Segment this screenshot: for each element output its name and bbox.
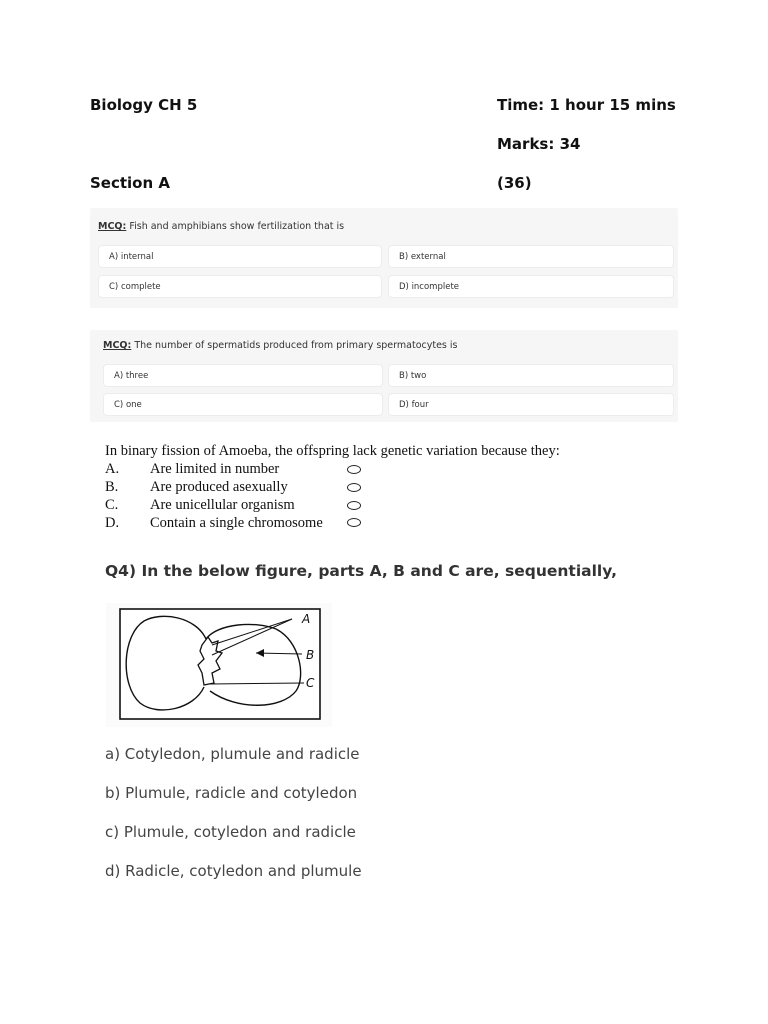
q3-option-d-bubble[interactable] (347, 518, 361, 527)
q4-option-d[interactable]: d) Radicle, cotyledon and plumule (105, 862, 362, 880)
q3-option-a-text: Are limited in number (150, 461, 280, 477)
q3-question: In binary fission of Amoeba, the offspring lack genetic variation because they: (105, 443, 560, 459)
q4-option-c[interactable]: c) Plumule, cotyledon and radicle (105, 823, 356, 841)
mcq-question-text: Fish and amphibians show fertilization that is (126, 221, 345, 232)
mcq-question-1 (98, 221, 344, 232)
q3-option-b-text: Are produced asexually (150, 479, 288, 495)
q4-question: Q4) In the below figure, parts A, B and C are, sequentially, (105, 562, 618, 580)
q3-option-c-letter: C. (105, 497, 119, 513)
q4-option-b[interactable]: b) Plumule, radicle and cotyledon (105, 784, 358, 802)
q3-option-d-letter: D. (105, 515, 120, 531)
q3-option-b-letter: B. (105, 479, 119, 495)
q3-option-a-letter: A. (105, 461, 120, 477)
q3-option-a-bubble[interactable] (347, 465, 361, 474)
subject-title: Biology CH 5 (90, 96, 198, 114)
mcq1-option-a[interactable]: A) internal (98, 245, 382, 268)
mcq1-option-b[interactable]: B) external (388, 245, 674, 268)
mcq-question-text: The number of spermatids produced from primary spermatocytes is (131, 340, 458, 351)
mcq2-option-b[interactable]: B) two (388, 364, 674, 387)
mcq2-option-a[interactable]: A) three (103, 364, 383, 387)
seed-diagram (106, 603, 332, 727)
time-label: Time: 1 hour 15 mins (497, 96, 676, 114)
mcq2-option-d[interactable]: D) four (388, 393, 674, 416)
section-marks: (36) (497, 174, 532, 192)
q3-option-b-bubble[interactable] (347, 483, 361, 492)
q4-option-a[interactable]: a) Cotyledon, plumule and radicle (105, 745, 360, 763)
mcq-prefix: MCQ: (98, 221, 127, 232)
q3-option-c-text: Are unicellular organism (150, 497, 295, 513)
section-title: Section A (90, 174, 170, 192)
mcq2-option-c[interactable]: C) one (103, 393, 383, 416)
seed-figure (106, 603, 332, 727)
mcq-card-1 (90, 208, 678, 308)
mcq1-option-d[interactable]: D) incomplete (388, 275, 674, 298)
mcq-question-2 (103, 340, 457, 351)
q3-option-d-text: Contain a single chromosome (150, 515, 323, 531)
label-c: C (306, 676, 315, 690)
marks-label: Marks: 34 (497, 135, 581, 153)
mcq-card-2 (90, 330, 678, 422)
label-a: A (302, 612, 311, 626)
q3-option-c-bubble[interactable] (347, 501, 361, 510)
label-b: B (306, 648, 315, 662)
mcq-prefix: MCQ: (103, 340, 132, 351)
mcq1-option-c[interactable]: C) complete (98, 275, 382, 298)
